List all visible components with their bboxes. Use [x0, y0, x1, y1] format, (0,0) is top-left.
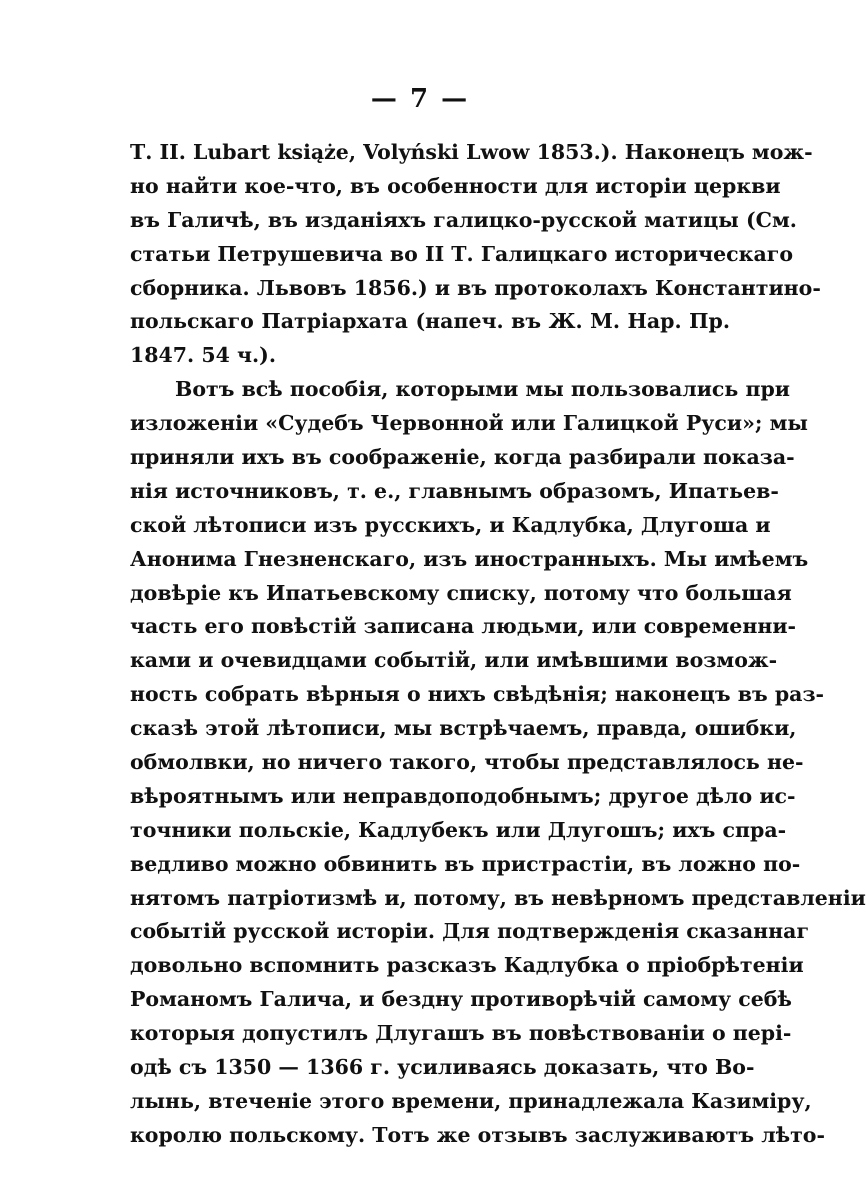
text-block	[130, 136, 866, 1153]
text-line: Анонима Гнезненскаго, изъ иностранныхъ. Мы имѣемъ	[130, 546, 809, 571]
text-line: нія источниковъ, т. е., главнымъ образомъ, Ипатьев-	[130, 478, 779, 503]
text-line: статьи Петрушевича во II Т. Галицкаго историческаго	[130, 241, 793, 266]
text-line: польскаго Патріархата (напеч. въ Ж. М. Нар. Пр.	[130, 309, 730, 334]
text-line: нятомъ патріотизмѣ и, потому, въ невѣрномъ представленіи	[130, 885, 866, 910]
text-line: часть его повѣстій записана людьми, или современни-	[130, 614, 797, 639]
text-line: ками и очевидцами событій, или имѣвшими возмож-	[130, 648, 778, 673]
text-line: довѣріе къ Ипатьевскому списку, потому что большая	[130, 580, 792, 605]
text-line: но найти кое-что, въ особенности для исторіи церкви	[130, 173, 781, 198]
text-line: событій русской исторіи. Для подтвержденія сказаннаг	[130, 919, 810, 944]
text-line: ность собрать вѣрныя о нихъ свѣдѣнія; наконецъ въ раз-	[130, 682, 825, 707]
text-line: Романомъ Галича, и бездну противорѣчій самому себѣ	[130, 987, 792, 1012]
text-line: въ Галичѣ, въ изданіяхъ галицко-русской матицы (См.	[130, 207, 797, 232]
text-line: точники польскіе, Кадлубекъ или Длугошъ; ихъ спра-	[130, 817, 787, 842]
text-line: королю польскому. Тотъ же отзывъ заслуживаютъ лѣто-	[130, 1122, 825, 1147]
text-line: сказѣ этой лѣтописи, мы встрѣчаемъ, правда, ошибки,	[130, 716, 797, 741]
text-line: ской лѣтописи изъ русскихъ, и Кадлубка, Длугоша и	[130, 512, 771, 537]
paragraph-1	[130, 136, 821, 373]
text-line: лынь, втеченіе этого времени, принадлежала Казиміру,	[130, 1088, 812, 1113]
paragraph-2	[130, 373, 866, 1152]
text-line: вѣроятнымъ или неправдоподобнымъ; другое дѣло ис-	[130, 783, 796, 808]
text-line: сборника. Львовъ 1856.) и въ протоколахъ Константино-	[130, 275, 821, 300]
text-line: ведливо можно обвинить въ пристрастіи, въ ложно по-	[130, 851, 801, 876]
text-line: 1847. 54 ч.).	[130, 343, 276, 368]
text-line: Вотъ всѣ пособія, которыми мы пользовались при	[175, 377, 790, 402]
text-line: которыя допустилъ Длугашъ въ повѣствованіи о пері-	[130, 1021, 792, 1046]
page-number: — 7 —	[370, 84, 470, 114]
text-line: довольно вспомнить разсказъ Кадлубка о пріобрѣтеніи	[130, 953, 804, 978]
text-line: одѣ съ 1350 — 1366 г. усиливаясь доказать, что Во-	[130, 1055, 755, 1080]
text-line: приняли ихъ въ соображеніе, когда разбирали показа-	[130, 445, 795, 470]
text-line: изложеніи «Судебъ Червонной или Галицкой Руси»; мы	[130, 411, 808, 436]
text-line: Т. II. Lubart książe, Volyński Lwow 1853.). Наконецъ мож-	[130, 140, 813, 164]
text-line: обмолвки, но ничего такого, чтобы представлялось не-	[130, 750, 804, 775]
